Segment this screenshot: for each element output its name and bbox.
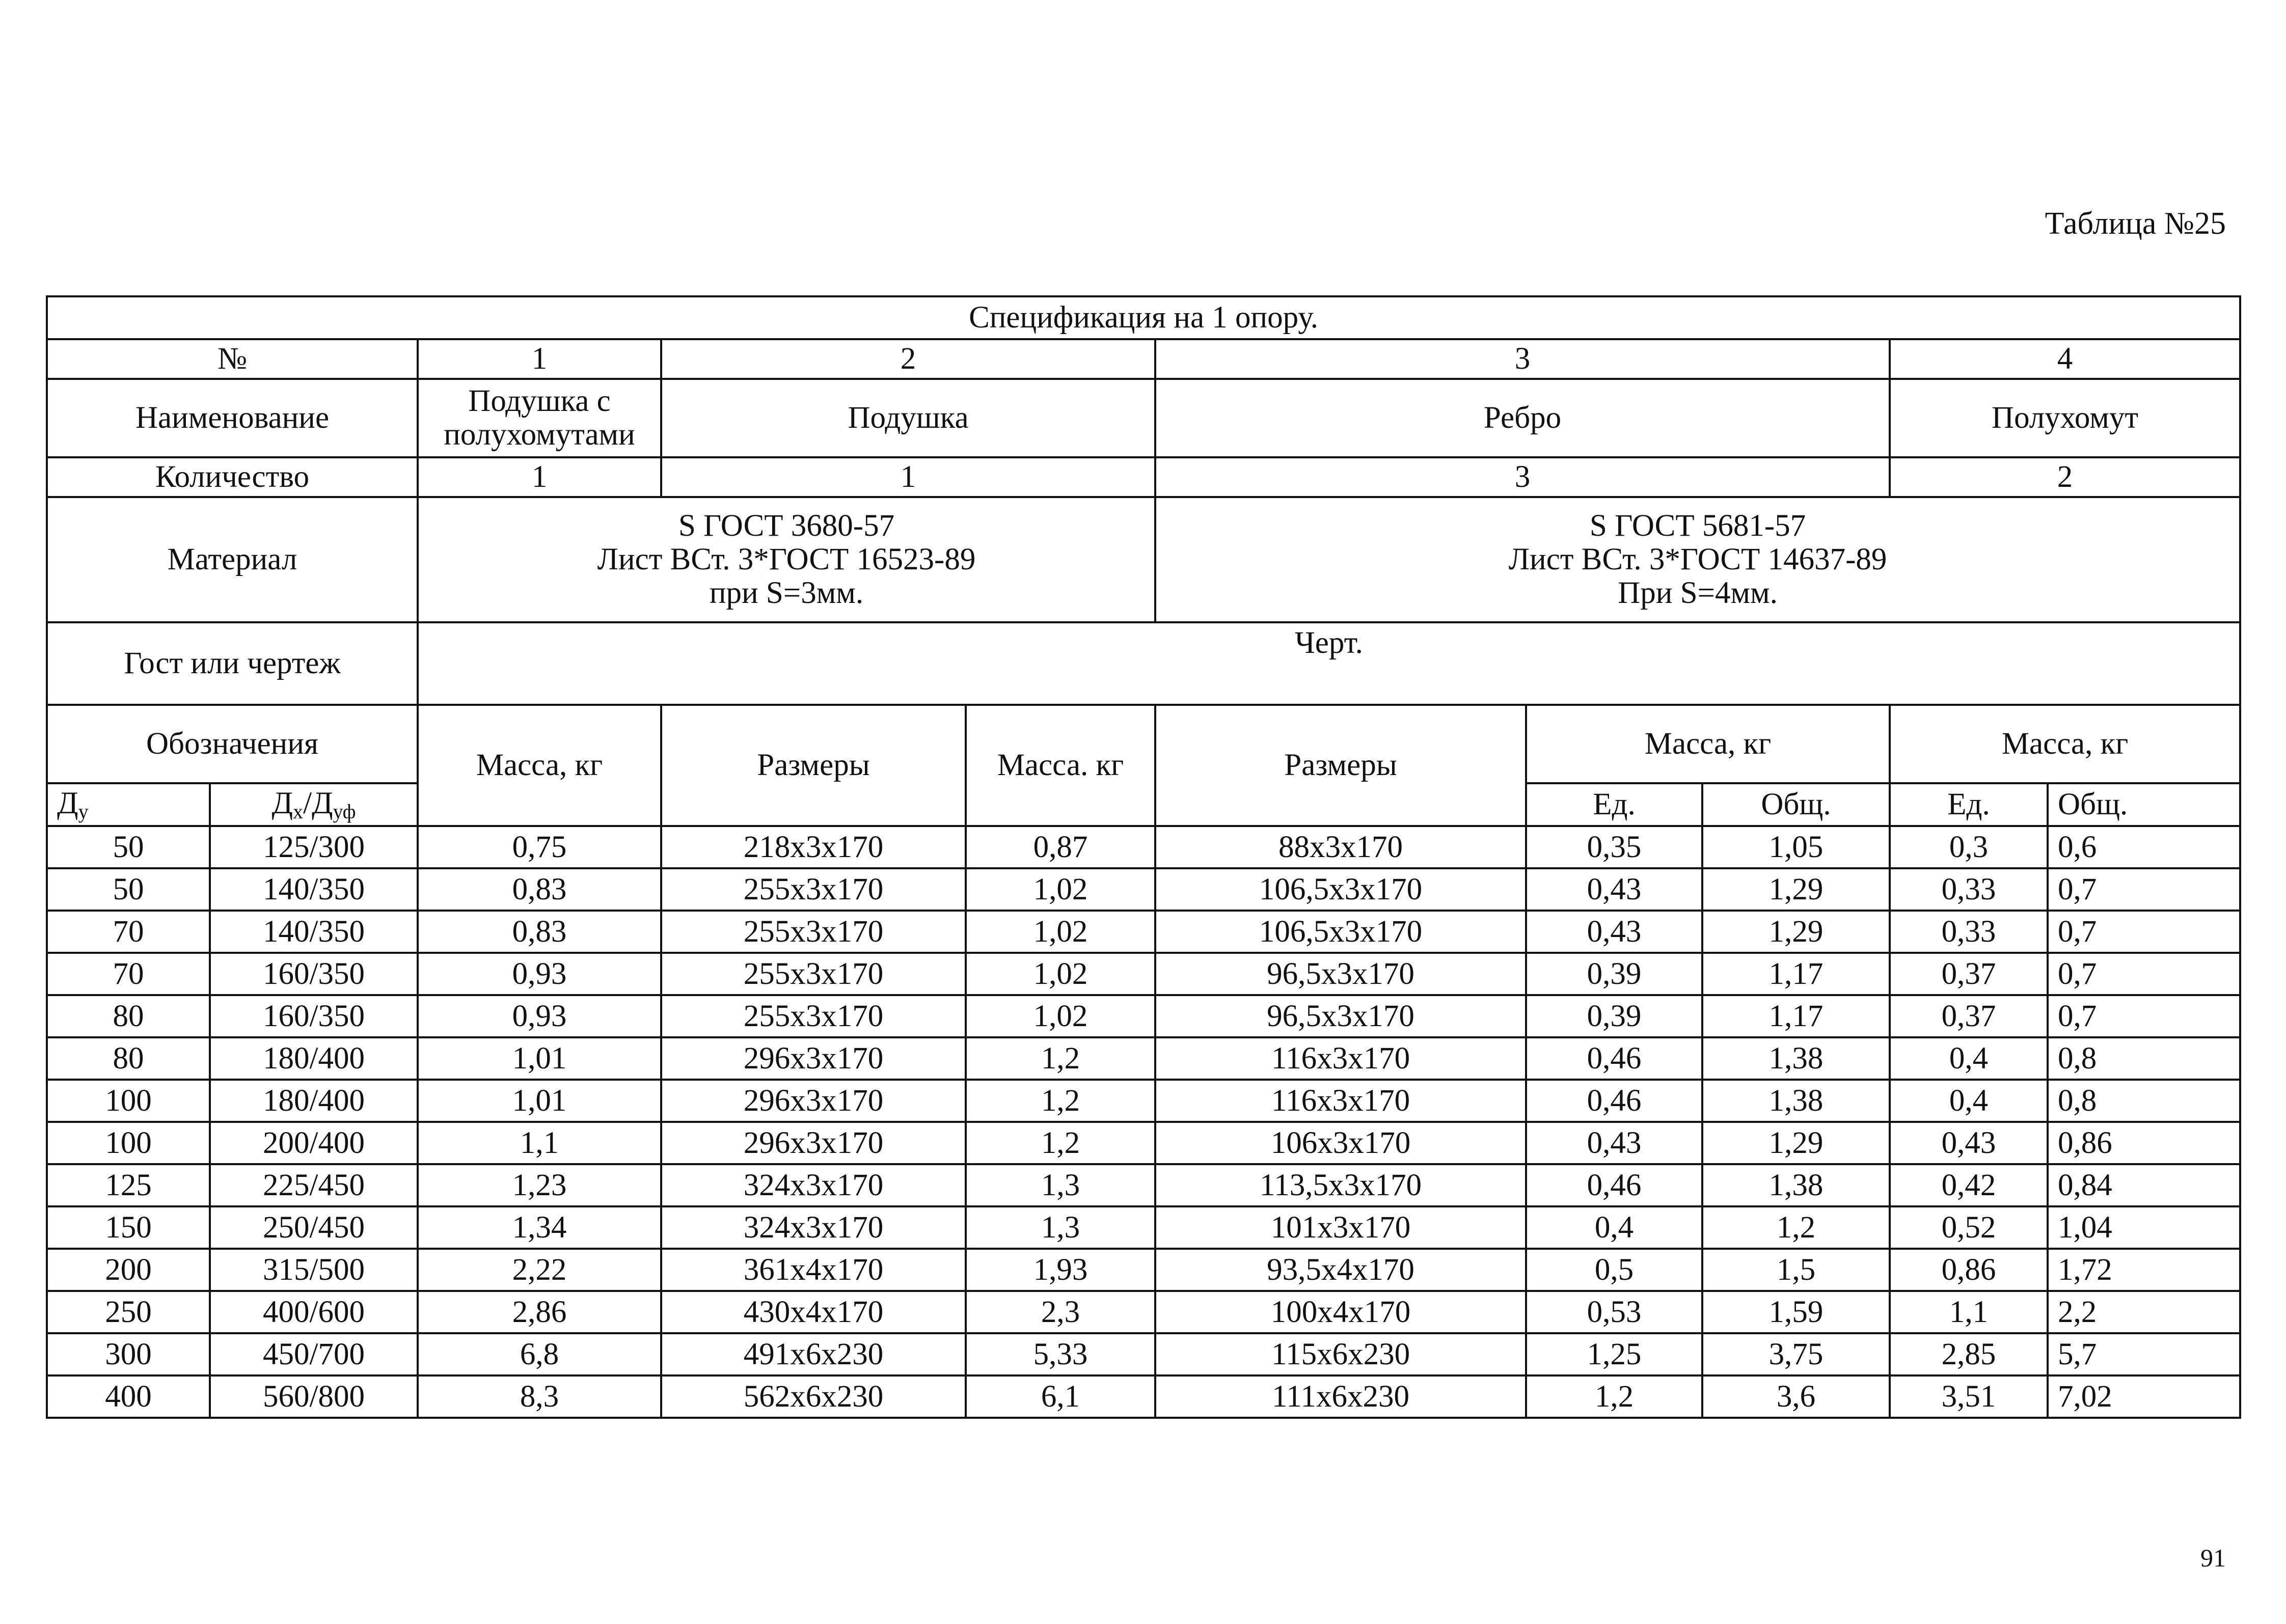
cell-mass-1: 1,01	[418, 1037, 661, 1080]
cell-du: 100	[47, 1080, 210, 1122]
cell-rib-total-mass: 3,6	[1702, 1375, 1890, 1418]
cell-rib-total-mass: 1,59	[1702, 1291, 1890, 1333]
cell-sizes-1: 218x3x170	[661, 826, 966, 868]
cell-sizes-1: 296x3x170	[661, 1080, 966, 1122]
name-col-2: Подушка	[661, 379, 1155, 457]
cell-du: 200	[47, 1249, 210, 1291]
cell-rib-total-mass: 1,29	[1702, 911, 1890, 953]
cell-clamp-total-mass: 5,7	[2048, 1333, 2240, 1375]
cell-dx-duf: 560/800	[210, 1375, 418, 1418]
cell-mass-1: 0,75	[418, 826, 661, 868]
number-col-2: 2	[661, 339, 1155, 379]
cell-sizes-1: 361x4x170	[661, 1249, 966, 1291]
cell-sizes-2: 106,5x3x170	[1155, 868, 1526, 911]
cell-du: 50	[47, 868, 210, 911]
cell-clamp-unit-mass: 0,3	[1890, 826, 2048, 868]
cell-mass-2: 1,02	[966, 995, 1155, 1037]
cell-dx-duf: 140/350	[210, 911, 418, 953]
cell-du: 80	[47, 1037, 210, 1080]
cell-rib-unit-mass: 0,53	[1526, 1291, 1702, 1333]
cell-rib-total-mass: 1,38	[1702, 1164, 1890, 1206]
cell-clamp-total-mass: 0,7	[2048, 868, 2240, 911]
cell-sizes-1: 324x3x170	[661, 1206, 966, 1249]
cell-sizes-1: 255x3x170	[661, 995, 966, 1037]
mass-header-1: Масса, кг	[418, 705, 661, 826]
cell-sizes-2: 111x6x230	[1155, 1375, 1526, 1418]
dx-sub: х	[293, 800, 304, 823]
cell-mass-2: 1,02	[966, 911, 1155, 953]
cell-mass-2: 1,02	[966, 868, 1155, 911]
cell-clamp-unit-mass: 1,1	[1890, 1291, 2048, 1333]
gost-value: Черт.	[418, 622, 2240, 705]
cell-clamp-unit-mass: 0,52	[1890, 1206, 2048, 1249]
unit-header-2: Ед.	[1890, 783, 2048, 826]
cell-mass-1: 1,23	[418, 1164, 661, 1206]
cell-rib-total-mass: 1,38	[1702, 1037, 1890, 1080]
cell-sizes-2: 88x3x170	[1155, 826, 1526, 868]
table-row	[47, 1206, 2240, 1249]
material-right	[1155, 497, 2240, 622]
material-left-line-3: при S=3мм.	[709, 575, 864, 610]
cell-rib-unit-mass: 0,46	[1526, 1080, 1702, 1122]
cell-clamp-unit-mass: 0,4	[1890, 1037, 2048, 1080]
gost-row	[47, 622, 2240, 705]
cell-rib-total-mass: 1,05	[1702, 826, 1890, 868]
cell-mass-2: 0,87	[966, 826, 1155, 868]
name-col-3: Ребро	[1155, 379, 1890, 457]
designations-header: Обозначения	[47, 705, 418, 783]
table-row	[47, 1122, 2240, 1164]
table-title: Спецификация на 1 опору.	[47, 296, 2240, 339]
cell-sizes-2: 106x3x170	[1155, 1122, 1526, 1164]
cell-mass-1: 2,22	[418, 1249, 661, 1291]
title-row	[47, 296, 2240, 339]
table-row	[47, 1037, 2240, 1080]
table-row	[47, 1080, 2240, 1122]
cell-rib-unit-mass: 0,43	[1526, 1122, 1702, 1164]
material-row	[47, 497, 2240, 622]
number-col-3: 3	[1155, 339, 1890, 379]
number-label: №	[47, 339, 418, 379]
cell-mass-1: 8,3	[418, 1375, 661, 1418]
sizes-header-1: Размеры	[661, 705, 966, 826]
cell-du: 150	[47, 1206, 210, 1249]
dx-sep: /Д	[303, 786, 333, 820]
total-header-1: Общ.	[1702, 783, 1890, 826]
cell-mass-2: 1,93	[966, 1249, 1155, 1291]
cell-rib-unit-mass: 0,39	[1526, 953, 1702, 995]
cell-du: 250	[47, 1291, 210, 1333]
mass-header-2: Масса. кг	[966, 705, 1155, 826]
cell-dx-duf: 125/300	[210, 826, 418, 868]
cell-rib-total-mass: 1,17	[1702, 953, 1890, 995]
cell-clamp-total-mass: 0,7	[2048, 911, 2240, 953]
cell-du: 80	[47, 995, 210, 1037]
cell-rib-unit-mass: 0,46	[1526, 1164, 1702, 1206]
material-right-line-2: Лист ВСт. 3*ГОСТ 14637-89	[1508, 542, 1887, 577]
du-base: Д	[57, 786, 78, 820]
quantity-col-2: 1	[661, 457, 1155, 497]
table-row	[47, 1375, 2240, 1418]
number-row	[47, 339, 2240, 379]
cell-du: 70	[47, 911, 210, 953]
cell-rib-unit-mass: 0,43	[1526, 868, 1702, 911]
cell-rib-unit-mass: 0,35	[1526, 826, 1702, 868]
cell-dx-duf: 140/350	[210, 868, 418, 911]
du-header	[47, 783, 210, 826]
cell-du: 125	[47, 1164, 210, 1206]
cell-mass-1: 2,86	[418, 1291, 661, 1333]
name-row	[47, 379, 2240, 457]
cell-mass-1: 0,83	[418, 911, 661, 953]
cell-mass-1: 1,1	[418, 1122, 661, 1164]
table-row	[47, 1164, 2240, 1206]
cell-mass-1: 0,93	[418, 953, 661, 995]
table-caption: Таблица №25	[2045, 206, 2226, 241]
cell-sizes-1: 324x3x170	[661, 1164, 966, 1206]
total-header-2: Общ.	[2048, 783, 2240, 826]
cell-rib-total-mass: 1,29	[1702, 868, 1890, 911]
cell-sizes-2: 101x3x170	[1155, 1206, 1526, 1249]
cell-rib-total-mass: 3,75	[1702, 1333, 1890, 1375]
table-row	[47, 868, 2240, 911]
cell-mass-2: 2,3	[966, 1291, 1155, 1333]
cell-clamp-unit-mass: 0,33	[1890, 911, 2048, 953]
cell-du: 100	[47, 1122, 210, 1164]
cell-mass-1: 1,34	[418, 1206, 661, 1249]
cell-clamp-total-mass: 0,8	[2048, 1080, 2240, 1122]
cell-dx-duf: 160/350	[210, 953, 418, 995]
cell-clamp-unit-mass: 0,37	[1890, 995, 2048, 1037]
name-col-4: Полухомут	[1890, 379, 2240, 457]
cell-rib-unit-mass: 1,25	[1526, 1333, 1702, 1375]
cell-clamp-total-mass: 0,6	[2048, 826, 2240, 868]
name-col-1: Подушка с полухомутами	[418, 379, 661, 457]
cell-mass-2: 1,3	[966, 1164, 1155, 1206]
cell-rib-total-mass: 1,5	[1702, 1249, 1890, 1291]
du-sub: у	[78, 800, 89, 823]
cell-sizes-1: 430x4x170	[661, 1291, 966, 1333]
duf-sub: уф	[333, 800, 356, 823]
cell-clamp-total-mass: 0,7	[2048, 953, 2240, 995]
cell-clamp-unit-mass: 0,37	[1890, 953, 2048, 995]
cell-rib-unit-mass: 0,39	[1526, 995, 1702, 1037]
mass-header-4: Масса, кг	[1890, 705, 2240, 783]
cell-mass-1: 0,93	[418, 995, 661, 1037]
cell-sizes-2: 106,5x3x170	[1155, 911, 1526, 953]
cell-clamp-unit-mass: 2,85	[1890, 1333, 2048, 1375]
cell-dx-duf: 180/400	[210, 1080, 418, 1122]
cell-clamp-total-mass: 0,84	[2048, 1164, 2240, 1206]
number-col-4: 4	[1890, 339, 2240, 379]
cell-clamp-unit-mass: 0,43	[1890, 1122, 2048, 1164]
cell-clamp-unit-mass: 0,33	[1890, 868, 2048, 911]
cell-mass-2: 5,33	[966, 1333, 1155, 1375]
cell-sizes-2: 116x3x170	[1155, 1080, 1526, 1122]
table-row	[47, 1249, 2240, 1291]
cell-rib-unit-mass: 0,43	[1526, 911, 1702, 953]
cell-sizes-2: 115x6x230	[1155, 1333, 1526, 1375]
cell-sizes-1: 255x3x170	[661, 953, 966, 995]
cell-clamp-total-mass: 1,04	[2048, 1206, 2240, 1249]
cell-du: 70	[47, 953, 210, 995]
cell-sizes-2: 116x3x170	[1155, 1037, 1526, 1080]
material-left-line-1: S ГОСТ 3680-57	[678, 509, 895, 543]
cell-sizes-1: 296x3x170	[661, 1037, 966, 1080]
sizes-header-2: Размеры	[1155, 705, 1526, 826]
quantity-label: Количество	[47, 457, 418, 497]
cell-sizes-2: 113,5x3x170	[1155, 1164, 1526, 1206]
dx-base: Д	[271, 786, 293, 820]
cell-mass-2: 1,2	[966, 1037, 1155, 1080]
cell-dx-duf: 160/350	[210, 995, 418, 1037]
cell-sizes-1: 296x3x170	[661, 1122, 966, 1164]
cell-dx-duf: 225/450	[210, 1164, 418, 1206]
cell-clamp-unit-mass: 0,86	[1890, 1249, 2048, 1291]
cell-mass-2: 1,2	[966, 1080, 1155, 1122]
cell-clamp-total-mass: 0,86	[2048, 1122, 2240, 1164]
cell-du: 50	[47, 826, 210, 868]
cell-clamp-unit-mass: 0,4	[1890, 1080, 2048, 1122]
cell-sizes-1: 255x3x170	[661, 868, 966, 911]
cell-clamp-total-mass: 2,2	[2048, 1291, 2240, 1333]
cell-sizes-2: 96,5x3x170	[1155, 953, 1526, 995]
cell-rib-total-mass: 1,2	[1702, 1206, 1890, 1249]
cell-sizes-2: 100x4x170	[1155, 1291, 1526, 1333]
quantity-col-3: 3	[1155, 457, 1890, 497]
cell-du: 400	[47, 1375, 210, 1418]
cell-sizes-2: 93,5x4x170	[1155, 1249, 1526, 1291]
quantity-col-4: 2	[1890, 457, 2240, 497]
cell-rib-total-mass: 1,38	[1702, 1080, 1890, 1122]
cell-sizes-1: 491x6x230	[661, 1333, 966, 1375]
cell-clamp-total-mass: 1,72	[2048, 1249, 2240, 1291]
quantity-row	[47, 457, 2240, 497]
table-row	[47, 1291, 2240, 1333]
cell-mass-2: 1,3	[966, 1206, 1155, 1249]
table-row	[47, 995, 2240, 1037]
cell-clamp-total-mass: 7,02	[2048, 1375, 2240, 1418]
dx-duf-header	[210, 783, 418, 826]
cell-sizes-1: 255x3x170	[661, 911, 966, 953]
cell-sizes-2: 96,5x3x170	[1155, 995, 1526, 1037]
cell-rib-unit-mass: 0,5	[1526, 1249, 1702, 1291]
cell-dx-duf: 180/400	[210, 1037, 418, 1080]
page-number: 91	[2200, 1544, 2226, 1572]
material-left-line-2: Лист ВСт. 3*ГОСТ 16523-89	[597, 542, 976, 577]
cell-clamp-unit-mass: 3,51	[1890, 1375, 2048, 1418]
gost-label: Гост или чертеж	[47, 622, 418, 705]
table-row	[47, 953, 2240, 995]
quantity-col-1: 1	[418, 457, 661, 497]
mass-header-3: Масса, кг	[1526, 705, 1890, 783]
cell-mass-2: 1,2	[966, 1122, 1155, 1164]
designations-row	[47, 705, 2240, 783]
cell-dx-duf: 250/450	[210, 1206, 418, 1249]
material-right-line-3: При S=4мм.	[1618, 575, 1778, 610]
cell-mass-1: 6,8	[418, 1333, 661, 1375]
unit-header-1: Ед.	[1526, 783, 1702, 826]
name-label: Наименование	[47, 379, 418, 457]
cell-rib-unit-mass: 0,4	[1526, 1206, 1702, 1249]
specification-table	[46, 295, 2241, 1419]
cell-mass-2: 6,1	[966, 1375, 1155, 1418]
material-left	[418, 497, 1155, 622]
material-label: Материал	[47, 497, 418, 622]
cell-clamp-unit-mass: 0,42	[1890, 1164, 2048, 1206]
cell-dx-duf: 450/700	[210, 1333, 418, 1375]
number-col-1: 1	[418, 339, 661, 379]
cell-rib-unit-mass: 0,46	[1526, 1037, 1702, 1080]
cell-du: 300	[47, 1333, 210, 1375]
table-row	[47, 911, 2240, 953]
cell-dx-duf: 400/600	[210, 1291, 418, 1333]
cell-dx-duf: 315/500	[210, 1249, 418, 1291]
material-right-line-1: S ГОСТ 5681-57	[1589, 509, 1806, 543]
data-body	[47, 826, 2240, 1418]
cell-rib-unit-mass: 1,2	[1526, 1375, 1702, 1418]
cell-mass-1: 1,01	[418, 1080, 661, 1122]
cell-sizes-1: 562x6x230	[661, 1375, 966, 1418]
cell-mass-1: 0,83	[418, 868, 661, 911]
cell-clamp-total-mass: 0,7	[2048, 995, 2240, 1037]
cell-dx-duf: 200/400	[210, 1122, 418, 1164]
table-row	[47, 1333, 2240, 1375]
cell-mass-2: 1,02	[966, 953, 1155, 995]
cell-rib-total-mass: 1,29	[1702, 1122, 1890, 1164]
table-row	[47, 826, 2240, 868]
cell-clamp-total-mass: 0,8	[2048, 1037, 2240, 1080]
cell-rib-total-mass: 1,17	[1702, 995, 1890, 1037]
